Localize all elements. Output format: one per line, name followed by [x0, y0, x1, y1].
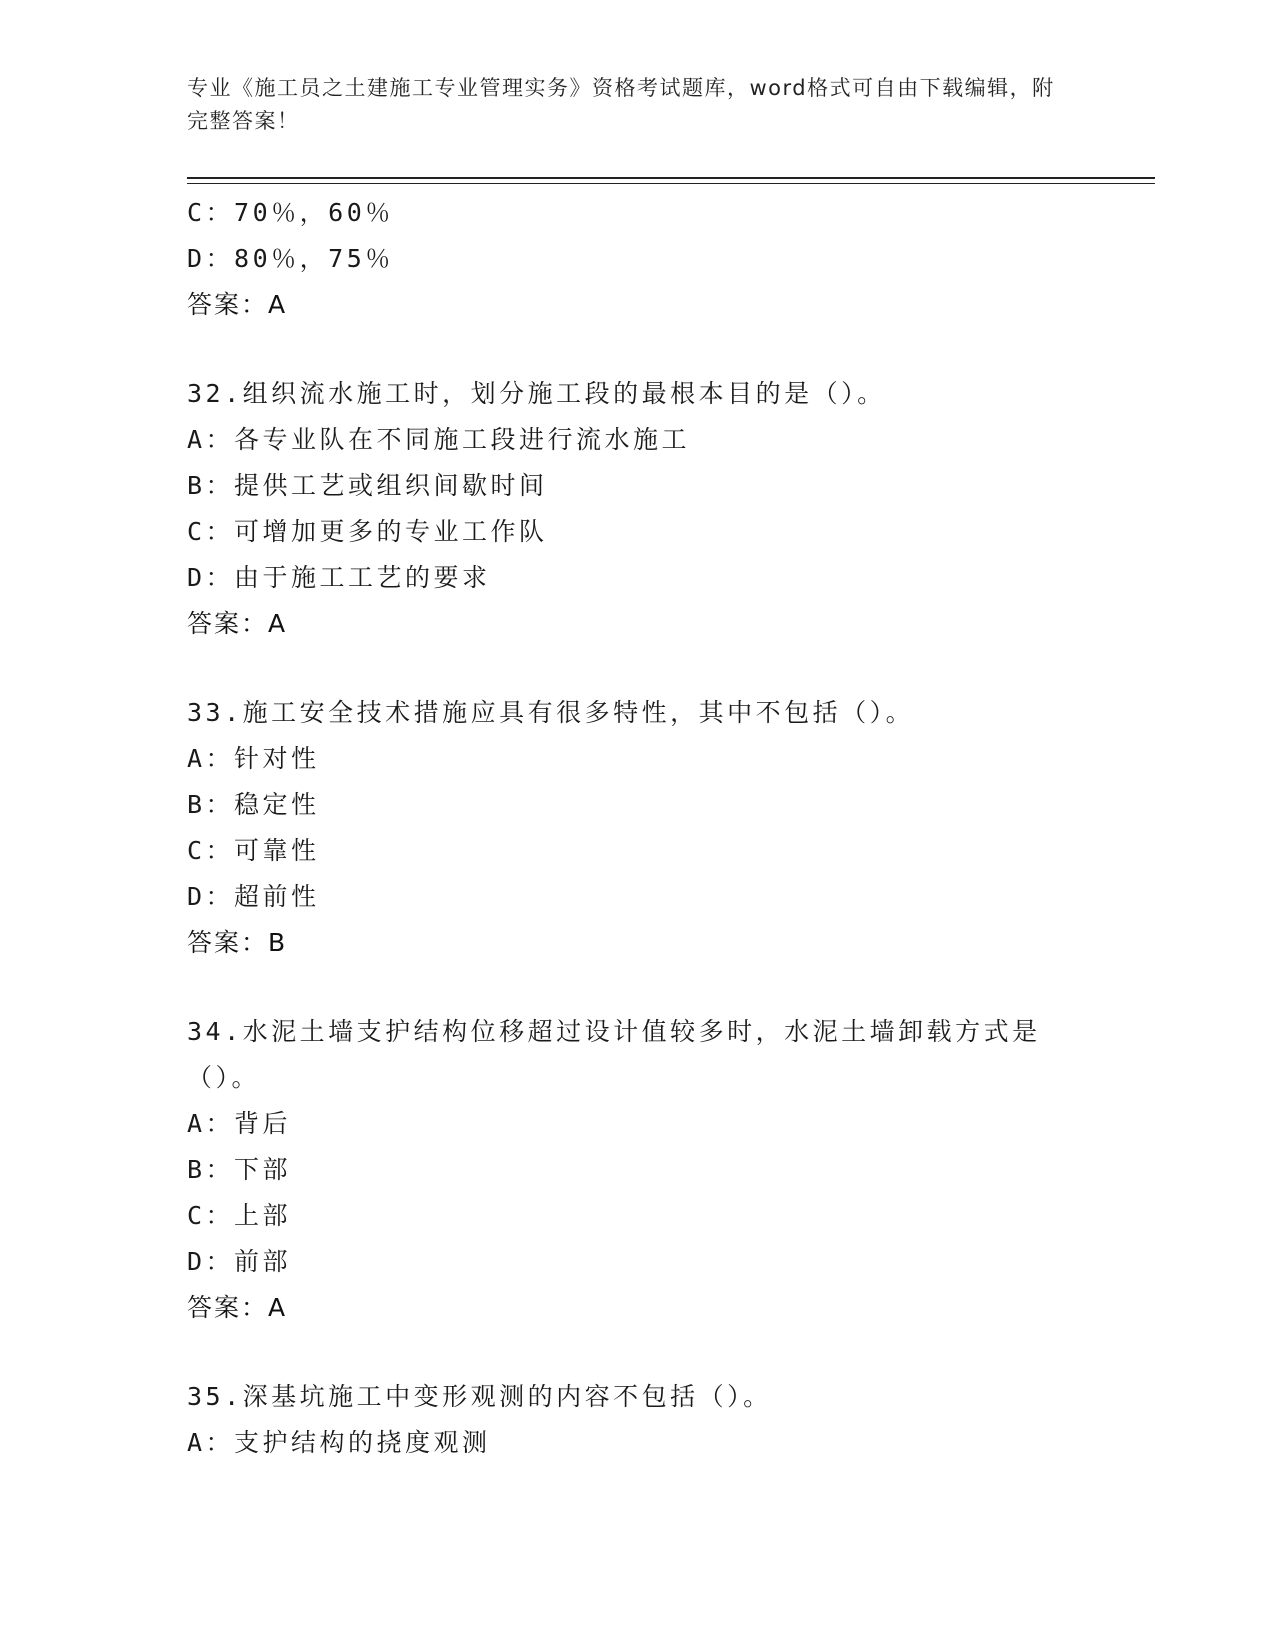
- question-block-35: [187, 1374, 1087, 1466]
- option-a: A：背后: [187, 1109, 292, 1138]
- option-d: D：由于施工工艺的要求: [187, 563, 491, 592]
- question-block-34: [187, 1009, 1087, 1331]
- option-c: C：70％，60％: [187, 198, 394, 227]
- question-block-partial: [187, 190, 1087, 328]
- question-stem: 34.水泥土墙支护结构位移超过设计值较多时，水泥土墙卸载方式是（）。: [187, 1017, 1041, 1092]
- question-block-33: [187, 690, 1087, 966]
- spacer: [187, 328, 1087, 371]
- page-header: 专业《施工员之土建施工专业管理实务》资格考试题库，word格式可自由下载编辑，附完整答案！: [187, 76, 1055, 133]
- answer-line: 答案：A: [187, 1293, 288, 1322]
- header-rule-thin: [187, 183, 1155, 184]
- option-d: D：前部: [187, 1247, 292, 1276]
- option-c: C：可增加更多的专业工作队: [187, 517, 548, 546]
- option-b: B：下部: [187, 1155, 292, 1184]
- answer-line: 答案：B: [187, 928, 288, 957]
- header-rule-thick: [187, 177, 1155, 179]
- option-c: C：上部: [187, 1201, 292, 1230]
- option-a: A：各专业队在不同施工段进行流水施工: [187, 425, 691, 454]
- option-b: B：提供工艺或组织间歇时间: [187, 471, 548, 500]
- spacer: [187, 966, 1087, 1009]
- option-a: A：针对性: [187, 744, 320, 773]
- spacer: [187, 647, 1087, 690]
- option-d: D：80％，75％: [187, 244, 394, 273]
- question-list: [187, 190, 1087, 1466]
- question-stem: 33.施工安全技术措施应具有很多特性，其中不包括（）。: [187, 698, 915, 727]
- option-c: C：可靠性: [187, 836, 320, 865]
- answer-line: 答案：A: [187, 609, 288, 638]
- answer-line: 答案：A: [187, 290, 288, 319]
- option-a: A：支护结构的挠度观测: [187, 1428, 491, 1457]
- option-d: D：超前性: [187, 882, 320, 911]
- question-stem: 35.深基坑施工中变形观测的内容不包括（）。: [187, 1382, 772, 1411]
- question-block-32: [187, 371, 1087, 647]
- spacer: [187, 1331, 1087, 1374]
- question-stem: 32.组织流水施工时，划分施工段的最根本目的是（）。: [187, 379, 886, 408]
- option-b: B：稳定性: [187, 790, 320, 819]
